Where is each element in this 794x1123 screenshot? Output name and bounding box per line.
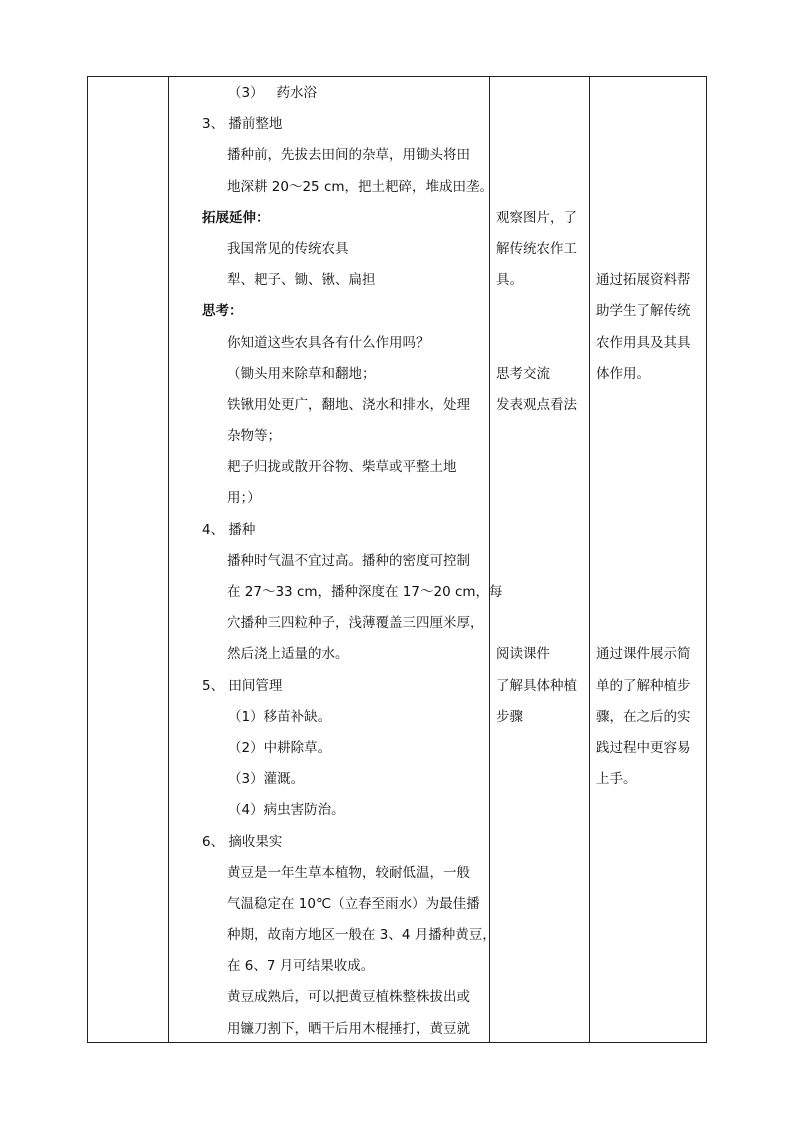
- text-line: 发表观点看法: [496, 396, 577, 413]
- text-line: 你知道这些农具各有什么作用吗？: [227, 334, 430, 351]
- text-line: [596, 483, 691, 514]
- design-intent-cell: [596, 78, 691, 795]
- text-line: 单的了解种植步: [596, 677, 691, 694]
- text-line: [496, 296, 577, 327]
- text-line: 耙子归拢或散开谷物、柴草或平整土地: [227, 459, 457, 476]
- text-line: 6、 摘收果实: [202, 833, 283, 850]
- text-line: 黄豆是一年生草本植物，较耐低温，一般: [227, 864, 470, 881]
- text-line: 拓展延伸：: [202, 209, 270, 226]
- text-line: 用；）: [227, 490, 261, 507]
- text-line: 犁、耙子、锄、锹、扁担: [227, 272, 376, 289]
- text-line: 通过拓展资料帮: [596, 272, 691, 289]
- text-line: 上手。: [596, 771, 637, 788]
- text-line: [596, 140, 691, 171]
- text-line: 黄豆成熟后，可以把黄豆植株整株拔出或: [227, 989, 470, 1006]
- text-line: [596, 78, 691, 109]
- text-line: 农作用具及其具: [596, 334, 691, 351]
- text-line: 骤，在之后的实: [596, 708, 691, 725]
- text-line: 我国常见的传统农具: [227, 240, 349, 257]
- text-line: 杂物等；: [227, 428, 281, 445]
- text-line: 播种时气温不宜过高。播种的密度可控制: [227, 552, 470, 569]
- text-line: 思考交流: [496, 365, 550, 382]
- text-line: [496, 608, 577, 639]
- text-line: 步骤: [496, 708, 523, 725]
- text-line: 体作用。: [596, 365, 650, 382]
- text-line: [496, 328, 577, 359]
- text-line: （锄头用来除草和翻地；: [227, 365, 376, 382]
- lesson-table: [87, 76, 707, 1043]
- text-line: [496, 577, 577, 608]
- text-line: [596, 546, 691, 577]
- text-line: 种期，故南方地区一般在 3、4 月播种黄豆，: [227, 927, 496, 944]
- text-line: 思考：: [202, 303, 243, 320]
- text-line: [496, 546, 577, 577]
- text-line: [596, 515, 691, 546]
- text-line: 3、 播前整地: [202, 116, 283, 133]
- text-line: [496, 109, 577, 140]
- student-activity-cell: [496, 78, 577, 733]
- text-line: [596, 172, 691, 203]
- column-divider: [168, 77, 169, 1042]
- text-line: 在 27～33 cm，播种深度在 17～20 cm，每: [227, 584, 503, 600]
- text-line: 观察图片，了: [496, 209, 577, 226]
- text-line: 5、 田间管理: [202, 677, 283, 694]
- text-line: 阅读课件: [496, 646, 550, 663]
- text-line: [596, 109, 691, 140]
- text-line: 通过课件展示简: [596, 646, 691, 663]
- text-line: [496, 172, 577, 203]
- text-line: 助学生了解传统: [596, 303, 691, 320]
- text-line: [596, 577, 691, 608]
- text-line: [496, 140, 577, 171]
- text-line: 解传统农作工: [496, 240, 577, 257]
- text-line: [596, 421, 691, 452]
- text-line: 然后浇上适量的水。: [227, 646, 349, 663]
- text-line: （4）病虫害防治。: [228, 802, 345, 819]
- text-line: 在 6、7 月可结果收成。: [227, 958, 375, 975]
- text-line: （3） 药水浴: [228, 85, 317, 101]
- text-line: [496, 78, 577, 109]
- column-divider: [589, 77, 590, 1042]
- text-line: 用镰刀割下，晒干后用木棍捶打，黄豆就: [227, 1020, 470, 1037]
- text-line: 了解具体种植: [496, 677, 577, 694]
- text-line: （3）灌溉。: [228, 771, 305, 788]
- text-line: [496, 452, 577, 483]
- text-line: 具。: [496, 272, 523, 289]
- text-line: [596, 390, 691, 421]
- text-line: [596, 608, 691, 639]
- text-line: [596, 203, 691, 234]
- text-line: 铁锹用处更广，翻地、浇水和排水，处理: [227, 396, 470, 413]
- text-line: 播种前，先拔去田间的杂草，用锄头将田: [227, 147, 470, 164]
- text-line: （2）中耕除草。: [228, 739, 332, 756]
- text-line: [496, 421, 577, 452]
- text-line: 践过程中更容易: [596, 739, 691, 756]
- text-line: 穴播种三四粒种子，浅薄覆盖三四厘米厚，: [227, 615, 484, 632]
- teaching-content-cell: [202, 78, 503, 1045]
- text-line: [596, 234, 691, 265]
- text-line: [496, 515, 577, 546]
- text-line: [596, 452, 691, 483]
- text-line: 地深耕 20～25 cm，把土耙碎，堆成田垄。: [227, 178, 494, 195]
- text-line: [496, 483, 577, 514]
- text-line: 气温稳定在 10℃（立春至雨水）为最佳播: [227, 895, 480, 912]
- text-line: 4、 播种: [202, 521, 256, 538]
- text-line: （1）移苗补缺。: [228, 708, 332, 725]
